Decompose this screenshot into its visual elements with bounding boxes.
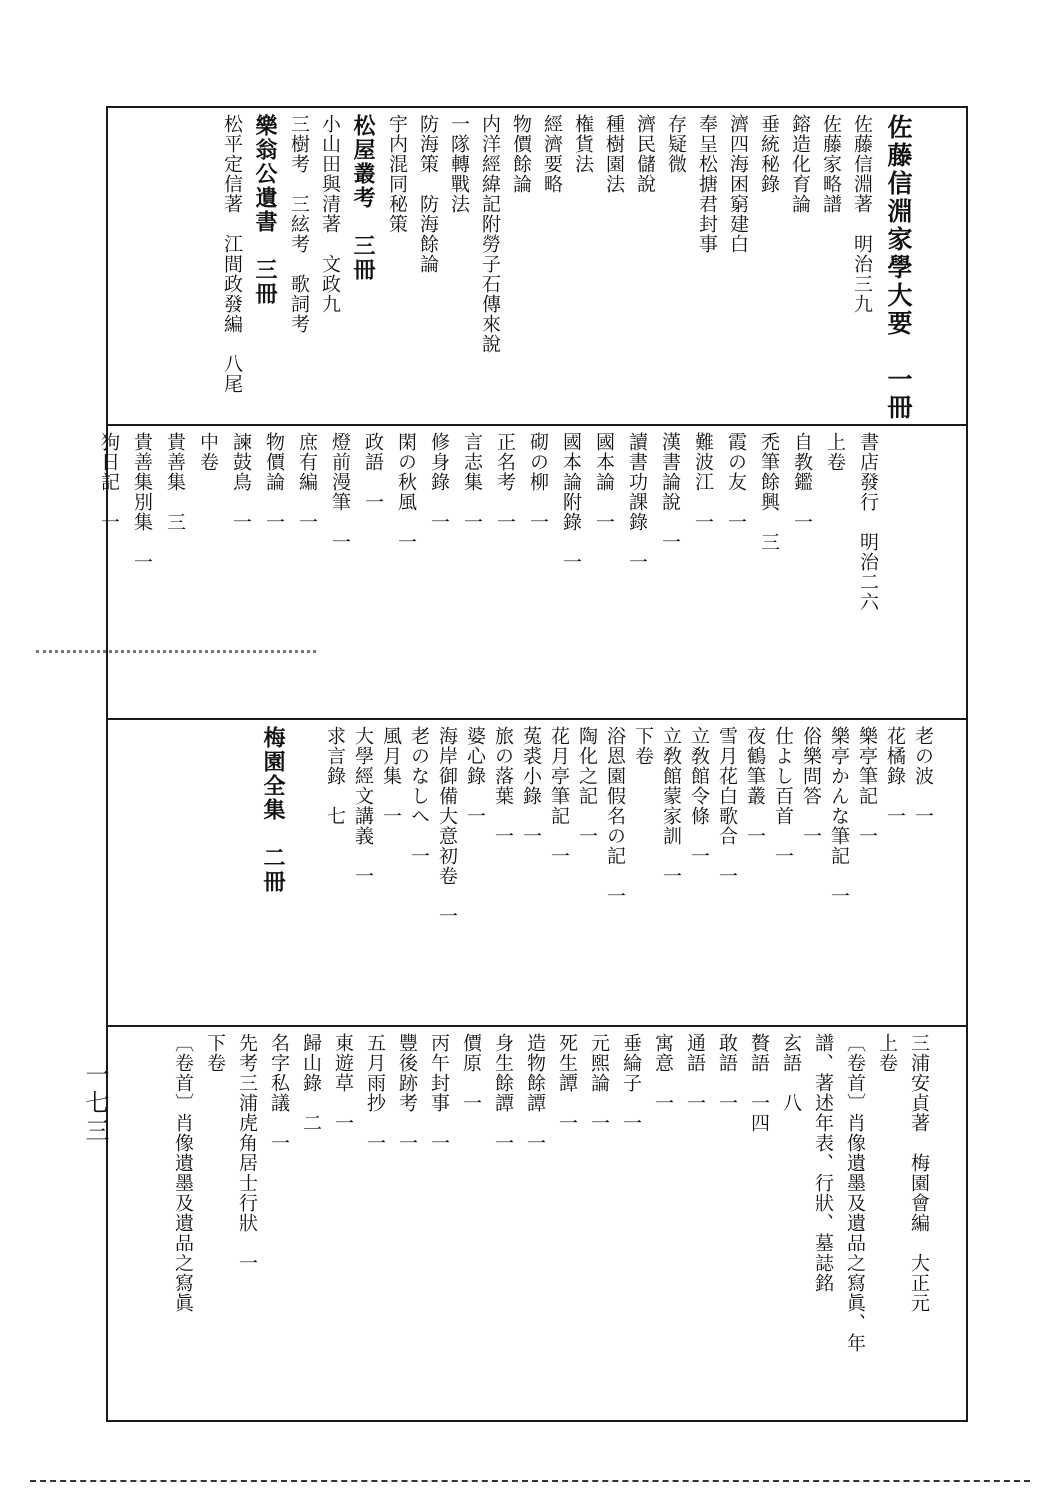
catalog-entry: 佐藤信淵著 明治三九 <box>851 114 873 314</box>
catalog-entry: 死生譚 一 <box>556 1033 578 1133</box>
catalog-entry: 元煕論 一 <box>588 1033 610 1133</box>
catalog-entry: 正名考 一 <box>494 432 516 532</box>
catalog-entry: 霞の友 一 <box>725 432 747 532</box>
catalog-entry: 中卷 <box>197 432 219 472</box>
catalog-entry: 俗樂問答 一 <box>800 726 822 846</box>
catalog-entry: 小山田與清著 文政九 <box>319 114 341 314</box>
catalog-entry: 樂亭かんな筆記 一 <box>828 726 850 906</box>
catalog-entry: 造物餘譚 一 <box>524 1033 546 1153</box>
page-number: 一七三 <box>81 1062 109 1146</box>
catalog-entry: 國本論 一 <box>593 432 615 532</box>
catalog-entry: 敢語 一 <box>716 1033 738 1113</box>
catalog-entry: 東遊草 一 <box>332 1033 354 1133</box>
catalog-entry: 豐後跡考 一 <box>396 1033 418 1153</box>
catalog-entry: 禿筆餘興 三 <box>758 432 780 552</box>
catalog-row-1 <box>108 108 966 424</box>
catalog-entry: 先考三浦虎角居士行狀 一 <box>236 1033 258 1273</box>
catalog-entry: 通語 一 <box>684 1033 706 1113</box>
catalog-entry: 濟四海困窮建白 <box>727 114 749 254</box>
catalog-entry: 政語 一 <box>362 432 384 512</box>
catalog-entry: 垂綸子 一 <box>620 1033 642 1133</box>
catalog-entry: 五月雨抄 一 <box>364 1033 386 1153</box>
catalog-entry: 陶化之記 一 <box>576 726 598 846</box>
catalog-entry: 上卷 <box>824 432 846 472</box>
catalog-entry: 大學經文講義 一 <box>352 726 374 886</box>
catalog-entry: 奉呈松搪君封事 <box>696 114 718 254</box>
catalog-entry: 海岸御備大意初卷 一 <box>436 726 458 926</box>
catalog-entry: 〔卷首〕肖像遺墨及遺品之寫眞、年 <box>844 1033 866 1353</box>
catalog-entry: 讀書功課錄 一 <box>626 432 648 572</box>
catalog-entry: 濟民儲說 <box>634 114 656 194</box>
catalog-entry: 難波江 一 <box>692 432 714 532</box>
catalog-entry: 贅語 一四 <box>748 1033 770 1133</box>
collection-title: 松屋叢考 三冊 <box>350 114 376 282</box>
catalog-entry: 自教鑑 一 <box>791 432 813 532</box>
catalog-row-3 <box>108 720 966 1025</box>
catalog-entry: 漢書論說 一 <box>659 432 681 552</box>
bottom-rule <box>30 1480 1030 1482</box>
catalog-row-2 <box>98 426 966 718</box>
catalog-entry: 権貨法 <box>572 114 594 174</box>
catalog-entry: 花橘錄 一 <box>884 726 906 826</box>
catalog-entry: 燈前漫筆 一 <box>329 432 351 552</box>
catalog-entry: 下卷 <box>204 1033 226 1073</box>
catalog-entry: 寓意 一 <box>652 1033 674 1113</box>
catalog-entry: 書店發行 明治二六 <box>857 432 879 612</box>
catalog-entry: 立敎館蒙家訓 一 <box>660 726 682 886</box>
catalog-entry: 貴善集 三 <box>164 432 186 532</box>
catalog-entry: 閑の秋風 一 <box>395 432 417 552</box>
catalog-entry: 砌の柳 一 <box>527 432 549 532</box>
collection-title: 佐藤信淵家學大要 一冊 <box>884 114 913 422</box>
catalog-entry: 狗日記 一 <box>98 432 120 532</box>
catalog-entry: 上卷 <box>876 1033 898 1073</box>
catalog-entry: 菟裘小錄 一 <box>520 726 542 846</box>
catalog-entry: 夜鶴筆叢 一 <box>744 726 766 846</box>
catalog-entry: 老のなしへ 一 <box>408 726 430 866</box>
catalog-entry: 婆心錄 一 <box>464 726 486 826</box>
catalog-entry: 一隊轉戰法 <box>448 114 470 214</box>
catalog-entry: 浴恩園假名の記 一 <box>604 726 626 906</box>
catalog-entry: 諫鼓鳥 一 <box>230 432 252 532</box>
catalog-entry: 老の波 一 <box>912 726 934 826</box>
catalog-entry: 樂亭筆記 一 <box>856 726 878 846</box>
catalog-entry: 種樹園法 <box>603 114 625 194</box>
catalog-entry: 〔卷首〕肖像遺墨及遺品之寫眞 <box>172 1033 194 1313</box>
catalog-entry: 鎔造化育論 <box>789 114 811 214</box>
catalog-entry: 雪月花白歌合 一 <box>716 726 738 886</box>
catalog-entry: 丙午封事 一 <box>428 1033 450 1153</box>
catalog-entry: 立敎館令條 一 <box>688 726 710 866</box>
catalog-entry: 垂統秘錄 <box>758 114 780 194</box>
catalog-entry: 求言錄 七 <box>324 726 346 826</box>
catalog-entry: 言志集 一 <box>461 432 483 532</box>
catalog-entry: 佐藤家略譜 <box>820 114 842 214</box>
catalog-entry: 風月集 一 <box>380 726 402 826</box>
catalog-entry: 三浦安貞著 梅園會編 大正元 <box>908 1033 930 1313</box>
catalog-entry: 國本論附錄 一 <box>560 432 582 572</box>
catalog-entry: 譜、著述年表、行狀、墓誌銘 <box>812 1033 834 1293</box>
catalog-entry: 修身錄 一 <box>428 432 450 532</box>
catalog-entry: 花月亭筆記 一 <box>548 726 570 866</box>
catalog-entry: 内洋經緯記附勞子石傳來說 <box>479 114 501 354</box>
catalog-entry: 經濟要略 <box>541 114 563 194</box>
catalog-row-4 <box>108 1027 966 1420</box>
catalog-entry: 名字私議 一 <box>268 1033 290 1153</box>
catalog-entry: 庶有編 一 <box>296 432 318 532</box>
collection-title: 梅園全集 二冊 <box>260 726 286 894</box>
catalog-entry: 價原 一 <box>460 1033 482 1113</box>
catalog-entry: 歸山錄 二 <box>300 1033 322 1133</box>
catalog-entry: 仕よし百首 一 <box>772 726 794 866</box>
catalog-entry: 身生餘譚 一 <box>492 1033 514 1153</box>
catalog-entry: 三樹考 三絃考 歌詞考 <box>288 114 310 334</box>
catalog-entry: 玄語 八 <box>780 1033 802 1113</box>
collection-title: 樂翁公遺書 三冊 <box>252 114 278 306</box>
catalog-entry: 防海策 防海餘論 <box>417 114 439 274</box>
catalog-entry: 物價論 一 <box>263 432 285 532</box>
catalog-entry: 存疑微 <box>665 114 687 174</box>
catalog-entry: 松平定信著 江間政發編 八尾 <box>221 114 243 394</box>
catalog-entry: 宇内混同秘策 <box>386 114 408 234</box>
catalog-entry: 下卷 <box>632 726 654 766</box>
catalog-entry: 物價餘論 <box>510 114 532 194</box>
catalog-entry: 貴善集別集 一 <box>131 432 153 572</box>
catalog-entry: 旅の落葉 一 <box>492 726 514 846</box>
